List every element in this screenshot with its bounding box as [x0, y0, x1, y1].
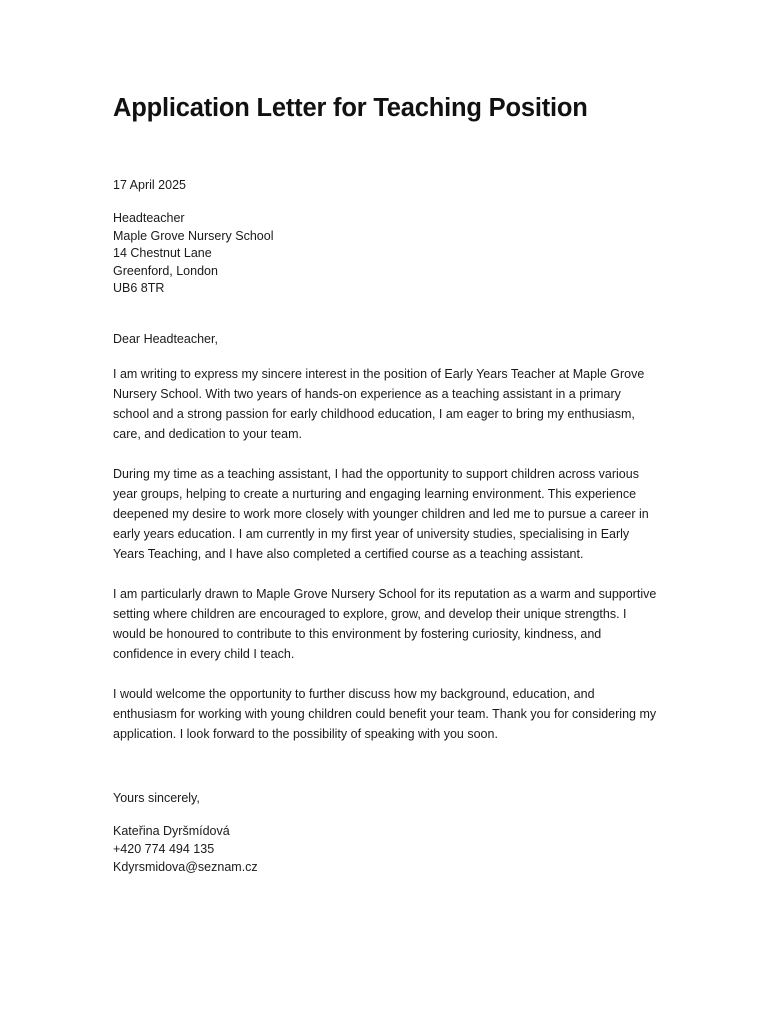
- signature-name: Kateřina Dyršmídová: [113, 824, 230, 838]
- signature-block: [113, 822, 258, 876]
- recipient-street: 14 Chestnut Lane: [113, 246, 212, 260]
- body-paragraph-4: I would welcome the opportunity to further discuss how my background, education, and enthusiasm for working with young children could benefit your team. Thank you for considering my application. I look forward to the possibility of speaking with you soon.: [113, 687, 657, 741]
- body-paragraph-1: I am writing to express my sincere interest in the position of Early Years Teacher at Maple Grove Nursery School. With two years of hands-on experience as a teaching assistant in a primary school and a strong passion for early childhood education, I am eager to bring my enthusiasm, care, and dedication to your team.: [113, 367, 645, 441]
- recipient-address: [113, 210, 273, 298]
- recipient-title: Headteacher: [113, 211, 185, 225]
- recipient-city: Greenford, London: [113, 263, 218, 278]
- closing: Yours sincerely,: [113, 791, 200, 805]
- body-paragraph-3: I am particularly drawn to Maple Grove Nursery School for its reputation as a warm and supportive setting where children are encouraged to explore, grow, and develop their unique strengths. I would be honoured to contribute to this environment by fostering curiosity, kindness, and confidence in every child I teach.: [113, 587, 657, 661]
- letter-title: Application Letter for Teaching Position: [113, 94, 588, 122]
- recipient-postcode: UB6 8TR: [113, 281, 165, 295]
- signature-email: Kdyrsmidova@seznam.cz: [113, 860, 258, 874]
- body-paragraph-2: During my time as a teaching assistant, I had the opportunity to support children across various year groups, helping to create a nurturing and engaging learning environment. This experience deepened my desire to work more closely with younger children and led me to pursue a career in early years education. I am currently in my first year of university studies, specialising in Early Years Teaching, and I have also completed a certified course as a teaching assistant.: [113, 467, 649, 561]
- signature-phone: +420 774 494 135: [113, 842, 215, 856]
- recipient-school: Maple Grove Nursery School: [113, 228, 274, 243]
- letter-date: 17 April 2025: [113, 178, 186, 192]
- salutation: Dear Headteacher,: [113, 332, 218, 346]
